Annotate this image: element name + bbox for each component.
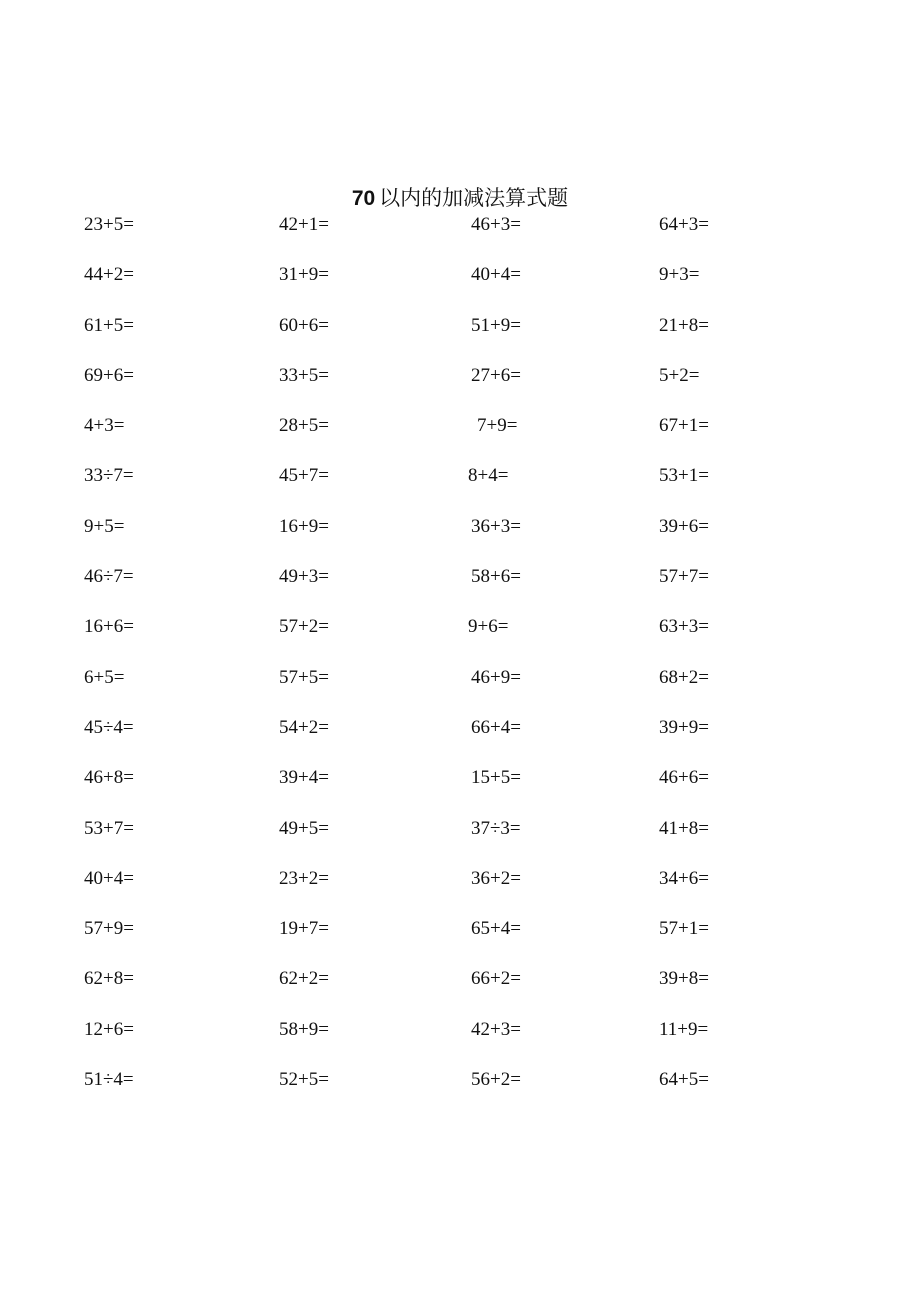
problem-cell: 57+1= <box>659 918 709 940</box>
problem-row <box>0 1067 920 1117</box>
problem-cell: 51÷4= <box>84 1069 134 1091</box>
problem-cell: 46+3= <box>471 214 521 235</box>
problem-cell: 67+1= <box>659 415 709 437</box>
problem-cell: 56+2= <box>471 1069 521 1091</box>
problem-cell: 52+5= <box>279 1069 329 1091</box>
problem-cell: 34+6= <box>659 867 709 889</box>
problem-cell: 46÷7= <box>84 566 134 588</box>
problem-row <box>0 765 920 815</box>
problem-cell: 49+3= <box>279 566 329 588</box>
problem-grid <box>0 212 920 1117</box>
problem-cell: 64+3= <box>659 214 709 235</box>
problem-cell: 62+8= <box>84 968 134 990</box>
problem-cell: 64+5= <box>659 1069 709 1091</box>
problem-cell: 33÷7= <box>84 465 134 487</box>
problem-cell: 23+5= <box>84 214 134 235</box>
problem-row <box>0 1017 920 1067</box>
problem-cell: 31+9= <box>279 264 329 286</box>
problem-cell: 53+7= <box>84 817 134 839</box>
problem-cell: 15+5= <box>471 767 521 789</box>
problem-cell: 66+2= <box>471 968 521 990</box>
problem-cell: 65+4= <box>471 918 521 940</box>
problem-cell: 41+8= <box>659 817 709 839</box>
problem-cell: 6+5= <box>84 666 125 688</box>
problem-row <box>0 463 920 513</box>
problem-cell: 66+4= <box>471 716 521 738</box>
problem-cell: 39+4= <box>279 767 329 789</box>
problem-cell: 16+9= <box>279 515 329 537</box>
problem-row <box>0 262 920 312</box>
problem-row <box>0 866 920 916</box>
problem-cell: 37÷3= <box>471 817 521 839</box>
problem-cell: 45÷4= <box>84 716 134 738</box>
problem-cell: 33+5= <box>279 364 329 386</box>
problem-row <box>0 715 920 765</box>
problem-cell: 54+2= <box>279 716 329 738</box>
problem-cell: 42+3= <box>471 1018 521 1040</box>
problem-row <box>0 363 920 413</box>
problem-cell: 16+6= <box>84 616 134 638</box>
problem-cell: 40+4= <box>471 264 521 286</box>
problem-cell: 39+6= <box>659 515 709 537</box>
problem-cell: 23+2= <box>279 867 329 889</box>
problem-cell: 63+3= <box>659 616 709 638</box>
problem-cell: 36+3= <box>471 515 521 537</box>
problem-cell: 9+5= <box>84 515 125 537</box>
problem-cell: 40+4= <box>84 867 134 889</box>
problem-cell: 68+2= <box>659 666 709 688</box>
problem-cell: 45+7= <box>279 465 329 487</box>
problem-row <box>0 614 920 664</box>
problem-cell: 57+2= <box>279 616 329 638</box>
problem-cell: 4+3= <box>84 415 125 437</box>
problem-cell: 42+1= <box>279 214 329 235</box>
problem-cell: 58+9= <box>279 1018 329 1040</box>
problem-cell: 9+3= <box>659 264 700 286</box>
problem-cell: 11+9= <box>659 1018 709 1040</box>
problem-cell: 49+5= <box>279 817 329 839</box>
problem-cell: 28+5= <box>279 415 329 437</box>
problem-cell: 36+2= <box>471 867 521 889</box>
problem-cell: 58+6= <box>471 566 521 588</box>
problem-cell: 51+9= <box>471 314 521 336</box>
problem-cell: 46+9= <box>471 666 521 688</box>
problem-row <box>0 665 920 715</box>
problem-row <box>0 966 920 1016</box>
problem-row <box>0 313 920 363</box>
problem-cell: 12+6= <box>84 1018 134 1040</box>
problem-cell: 5+2= <box>659 364 700 386</box>
problem-cell: 21+8= <box>659 314 709 336</box>
worksheet-title <box>0 184 920 213</box>
problem-cell: 46+8= <box>84 767 134 789</box>
problem-cell: 9+6= <box>468 616 509 638</box>
problem-cell: 53+1= <box>659 465 709 487</box>
problem-row <box>0 212 920 262</box>
problem-cell: 46+6= <box>659 767 709 789</box>
problem-cell: 7+9= <box>477 415 518 437</box>
problem-row <box>0 564 920 614</box>
problem-cell: 27+6= <box>471 364 521 386</box>
problem-cell: 69+6= <box>84 364 134 386</box>
title-text: 以内的加减法算式题 <box>379 186 569 210</box>
problem-row <box>0 413 920 463</box>
problem-row <box>0 816 920 866</box>
problem-cell: 60+6= <box>279 314 329 336</box>
problem-cell: 39+8= <box>659 968 709 990</box>
problem-row <box>0 514 920 564</box>
problem-cell: 19+7= <box>279 918 329 940</box>
problem-cell: 61+5= <box>84 314 134 336</box>
problem-cell: 39+9= <box>659 716 709 738</box>
problem-cell: 57+9= <box>84 918 134 940</box>
problem-cell: 62+2= <box>279 968 329 990</box>
problem-cell: 57+5= <box>279 666 329 688</box>
problem-row <box>0 916 920 966</box>
problem-cell: 57+7= <box>659 566 709 588</box>
problem-cell: 44+2= <box>84 264 134 286</box>
title-number: 70 <box>351 187 376 210</box>
problem-cell: 8+4= <box>468 465 509 487</box>
